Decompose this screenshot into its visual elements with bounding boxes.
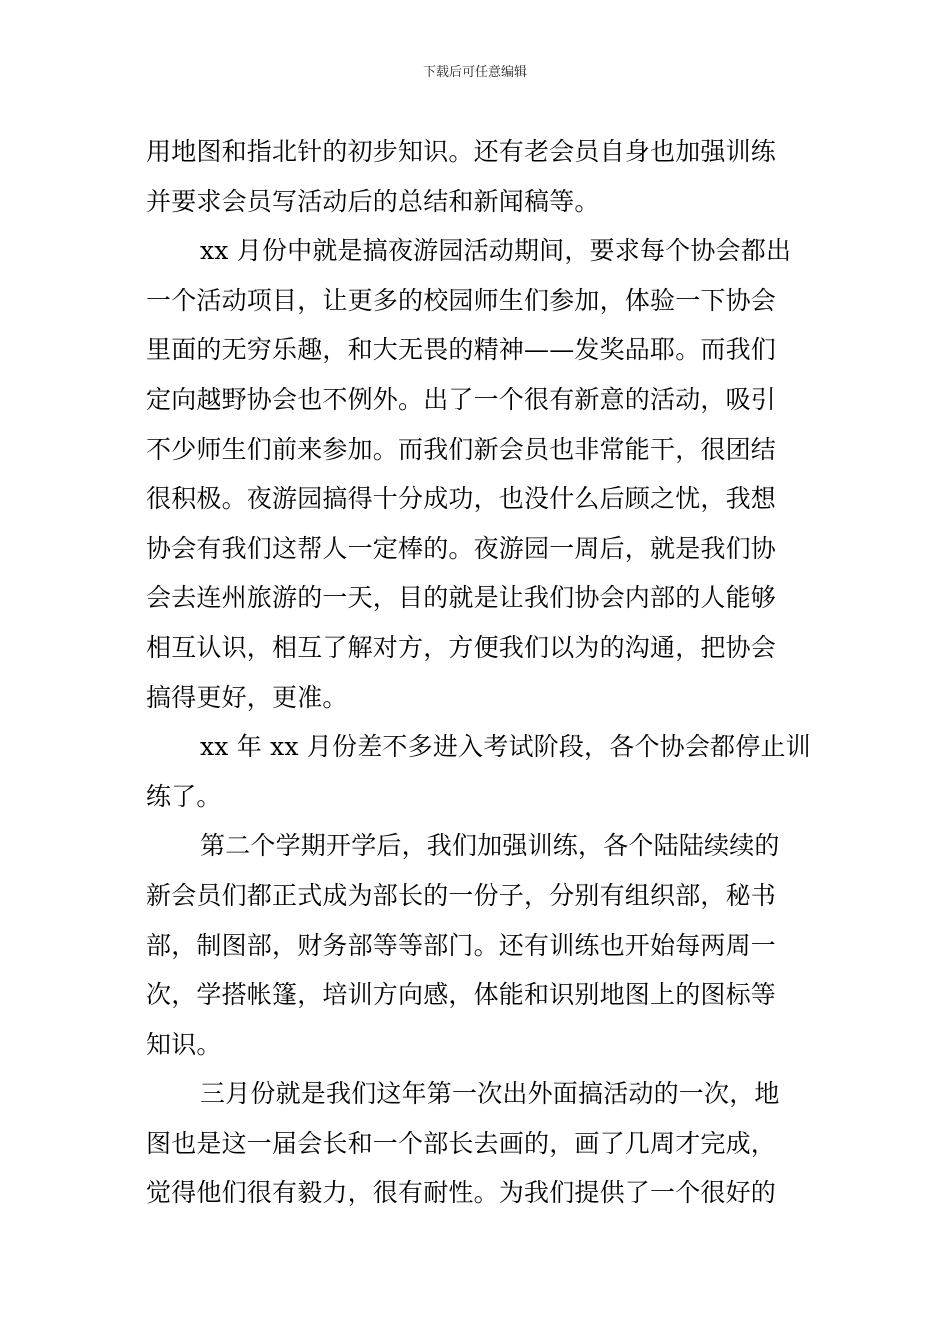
text-line: 用地图和指北针的初步知识。还有老会员自身也加强训练 <box>146 137 777 166</box>
text-line: 练了。 <box>146 781 222 811</box>
text-line: 知识。 <box>146 1029 222 1059</box>
text-line: 协会有我们这帮人一定棒的。夜游园一周后，就是我们协 <box>146 533 777 563</box>
paragraph-2 <box>146 226 806 722</box>
text-line: 新会员们都正式成为部长的一份子，分别有组织部，秘书 <box>146 880 777 910</box>
text-line: 并要求会员写活动后的总结和新闻稿等。 <box>146 186 600 216</box>
text-line: xx 月份中就是搞夜游园活动期间，要求每个协会都出 <box>200 236 792 266</box>
paragraph-1 <box>146 127 806 226</box>
text-line: 很积极。夜游园搞得十分成功，也没什么后顾之忧，我想 <box>146 484 777 514</box>
text-line: xx 年 xx 月份差不多进入考试阶段，各个协会都停止训 <box>200 732 811 762</box>
text-line: 定向越野协会也不例外。出了一个很有新意的活动，吸引 <box>146 384 777 414</box>
text-line: 一个活动项目，让更多的校园师生们参加，体验一下协会 <box>146 285 777 315</box>
text-line: 三月份就是我们这年第一次出外面搞活动的一次，地 <box>200 1079 780 1109</box>
text-line: 部，制图部，财务部等等部门。还有训练也开始每两周一 <box>146 930 777 960</box>
text-line: 搞得更好，更准。 <box>146 682 348 712</box>
paragraph-4 <box>146 821 806 1069</box>
document-body <box>146 127 811 1218</box>
text-line: 不少师生们前来参加。而我们新会员也非常能干，很团结 <box>146 434 777 464</box>
text-line: 里面的无穷乐趣，和大无畏的精神——发奖品耶。而我们 <box>146 335 777 365</box>
text-line: 第二个学期开学后，我们加强训练，各个陆陆续续的 <box>200 831 780 861</box>
text-line: 觉得他们很有毅力，很有耐性。为我们提供了一个很好的 <box>146 1178 777 1208</box>
text-line: 会去连州旅游的一天，目的就是让我们协会内部的人能够 <box>146 583 777 613</box>
paragraph-3 <box>146 722 811 821</box>
text-line: 图也是这一届会长和一个部长去画的，画了几周才完成， <box>146 1128 777 1158</box>
page-header: 下载后可任意编辑 <box>422 65 527 80</box>
text-line: 相互认识，相互了解对方，方便我们以为的沟通，把协会 <box>146 632 777 662</box>
paragraph-5 <box>146 1069 806 1218</box>
text-line: 次，学搭帐篷，培训方向感，体能和识别地图上的图标等 <box>146 980 777 1010</box>
